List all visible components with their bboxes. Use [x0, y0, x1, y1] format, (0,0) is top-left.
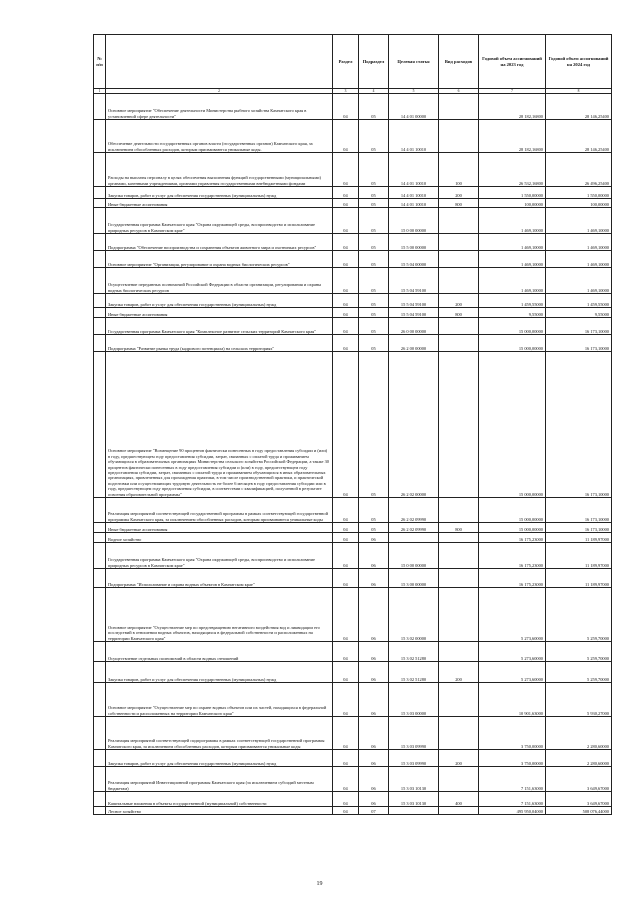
- row-name: Реализация мероприятий соответствующей подпрограммы в рамках соответствующей государственной программы Камчатского края, за исключением обособленных расходов, которым присваиваются уникальные коды: [106, 717, 333, 750]
- row-razdel: 04: [333, 569, 359, 588]
- table-row: [94, 717, 612, 750]
- row-name: Лесное хозяйство: [106, 807, 333, 815]
- row-number: [94, 767, 106, 792]
- row-amount-2024: 5 259,70000: [546, 588, 612, 642]
- row-expense-type: [439, 352, 479, 498]
- row-amount-2023: 100,00000: [479, 199, 546, 208]
- row-expense-type: [439, 318, 479, 335]
- row-razdel: 04: [333, 588, 359, 642]
- row-podrazdel: 06: [359, 683, 389, 717]
- table-row: [94, 187, 612, 199]
- row-amount-2023: 5 273,60000: [479, 588, 546, 642]
- column-number: 7: [479, 89, 546, 94]
- row-expense-type: [439, 208, 479, 234]
- table-row: [94, 234, 612, 251]
- row-amount-2023: 1 469,10000: [479, 234, 546, 251]
- row-expense-type: [439, 588, 479, 642]
- row-name: Обеспечение деятельности государственных органов власти (государственных органов) Камчатского края, за исключением обособленных расходов, которым присваиваются уникальные коды.: [106, 120, 333, 153]
- row-number: [94, 662, 106, 683]
- row-amount-2023: 15 000,00000: [479, 318, 546, 335]
- row-number: [94, 533, 106, 543]
- row-razdel: 04: [333, 199, 359, 208]
- row-podrazdel: 05: [359, 498, 389, 523]
- row-razdel: 04: [333, 807, 359, 815]
- row-expense-type: [439, 533, 479, 543]
- row-expense-type: [439, 642, 479, 662]
- row-name: Государственная программа Камчатского края "Охрана окружающей среды, воспроизводство и использование природных ресурсов в Камчатском крае": [106, 208, 333, 234]
- row-razdel: 04: [333, 717, 359, 750]
- row-amount-2023: 16 175,23000: [479, 543, 546, 569]
- page-number: 19: [316, 881, 323, 887]
- table-header: [94, 35, 612, 94]
- column-number: 2: [106, 89, 333, 94]
- row-name: Осуществление переданных полномочий Российской Федерации в области организации, регулирования и охраны водных биологических ресурсов: [106, 268, 333, 294]
- column-header-target: Целевая статья: [389, 35, 439, 89]
- row-name: Подпрограмма "Развитие рынка труда (кадрового потенциала) на сельских территориях": [106, 335, 333, 352]
- table-row: [94, 268, 612, 294]
- row-number: [94, 543, 106, 569]
- row-name: Расходы на выплаты персоналу в целях обеспечения выполнения функций государственными (муниципальными) органами, казенными учреждениями, органами управления государственными внебюджетными фондами: [106, 153, 333, 187]
- table-row: [94, 662, 612, 683]
- row-podrazdel: 06: [359, 588, 389, 642]
- row-amount-2024: 28 146,25400: [546, 120, 612, 153]
- row-target-article: 15 5 00 00000: [389, 234, 439, 251]
- row-expense-type: [439, 807, 479, 815]
- column-number: 3: [333, 89, 359, 94]
- row-podrazdel: 05: [359, 208, 389, 234]
- row-name: Иные бюджетные ассигнования: [106, 199, 333, 208]
- row-number: [94, 318, 106, 335]
- row-podrazdel: 05: [359, 251, 389, 268]
- row-amount-2024: 16 173,10000: [546, 335, 612, 352]
- row-name: Водное хозяйство: [106, 533, 333, 543]
- row-razdel: 04: [333, 208, 359, 234]
- row-expense-type: 800: [439, 199, 479, 208]
- row-podrazdel: 06: [359, 642, 389, 662]
- row-target-article: 15 3 02 51280: [389, 642, 439, 662]
- row-amount-2024: 5 930,27000: [546, 683, 612, 717]
- row-expense-type: 200: [439, 750, 479, 767]
- row-number: [94, 251, 106, 268]
- row-podrazdel: 05: [359, 234, 389, 251]
- row-razdel: 04: [333, 523, 359, 533]
- row-amount-2023: 15 000,00000: [479, 352, 546, 498]
- row-amount-2023: 495 950,04000: [479, 807, 546, 815]
- column-number: 4: [359, 89, 389, 94]
- table-row: [94, 750, 612, 767]
- row-razdel: 04: [333, 662, 359, 683]
- row-podrazdel: 05: [359, 523, 389, 533]
- row-amount-2023: 16 175,23000: [479, 569, 546, 588]
- row-amount-2024: 2 280,60000: [546, 717, 612, 750]
- row-name: Государственная программа Камчатского края "Охрана окружающей среды, воспроизводство и использование природных ресурсов в Камчатском крае": [106, 543, 333, 569]
- row-target-article: 15 3 00 00000: [389, 569, 439, 588]
- row-number: [94, 94, 106, 120]
- row-name: Основное мероприятие "Осуществление мер по охране водных объектов или их частей, находящихся в федеральной собственности и расположенных на территории Камчатского края": [106, 683, 333, 717]
- table-row: [94, 318, 612, 335]
- row-name: Основное мероприятие "Возмещение 90 процентов фактически понесенных в году предоставления субсидии и (или) в году, предшествующем году предоставления субсидии, затрат, связанных с оплатой труда и проживанием обучающихся в образовательных организациях Министерства сельского хозяйства Российской Федерации, а также 30 процентов фактически понесенных в году предоставления субсидии и (или) в году, предшествующем году предоставления субсидии, затрат, связанных с оплатой труда и проживанием обучающихся в иных образовательных организациях, привлеченных для прохождения практики, в том числе производственной практики, и практической подготовки или осуществляющих трудовую деятельность не более 6 месяцев в году предоставления субсидии или в году, предшествующем году предоставления субсидии, в соответствии с квалификацией, полученной в результате освоения образовательной программы": [106, 352, 333, 498]
- row-amount-2024: 28 146,25400: [546, 94, 612, 120]
- row-name: Основное мероприятие "Осуществление мер по предотвращению негативного воздействия вод и ликвидации его последствий в отношении водных объектов, находящихся в федеральной собственности и расположенных на территории Камчатского края": [106, 588, 333, 642]
- row-number: [94, 335, 106, 352]
- row-expense-type: 400: [439, 792, 479, 807]
- row-name: Закупка товаров, работ и услуг для обеспечения государственных (муниципальных) нужд: [106, 187, 333, 199]
- row-target-article: 15 5 04 59100: [389, 268, 439, 294]
- row-expense-type: [439, 569, 479, 588]
- row-amount-2023: 1 550,00000: [479, 187, 546, 199]
- row-amount-2023: 15 000,00000: [479, 335, 546, 352]
- column-number: 6: [439, 89, 479, 94]
- row-expense-type: [439, 335, 479, 352]
- table-row: [94, 308, 612, 318]
- budget-table: [93, 34, 612, 815]
- row-podrazdel: 05: [359, 268, 389, 294]
- row-name: Государственная программа Камчатского края "Комплексное развитие сельских территорий Камчатского края": [106, 318, 333, 335]
- row-target-article: 15 3 03 09990: [389, 750, 439, 767]
- row-expense-type: [439, 767, 479, 792]
- table-row: [94, 251, 612, 268]
- table-row: [94, 199, 612, 208]
- column-header-vid: Вид расходов: [439, 35, 479, 89]
- row-name: Закупка товаров, работ и услуг для обеспечения государственных (муниципальных) нужд: [106, 750, 333, 767]
- row-amount-2023: 5 273,60000: [479, 662, 546, 683]
- row-amount-2023: 9,55000: [479, 308, 546, 318]
- row-expense-type: 200: [439, 662, 479, 683]
- row-podrazdel: 05: [359, 318, 389, 335]
- row-name: Основное мероприятие "Обеспечение деятельности Министерства рыбного хозяйства Камчатского края в установленной сфере деятельности": [106, 94, 333, 120]
- row-target-article: 15 3 03 10130: [389, 792, 439, 807]
- row-amount-2024: 16 173,10000: [546, 498, 612, 523]
- row-amount-2023: 1 459,55000: [479, 294, 546, 308]
- row-number: [94, 208, 106, 234]
- row-name: Капитальные вложения в объекты государственной (муниципальной) собственности: [106, 792, 333, 807]
- row-razdel: 04: [333, 498, 359, 523]
- row-number: [94, 588, 106, 642]
- row-amount-2024: 3 649,67000: [546, 792, 612, 807]
- row-amount-2023: 3 750,00000: [479, 750, 546, 767]
- column-header-razdel: Раздел: [333, 35, 359, 89]
- table-row: [94, 120, 612, 153]
- table-row: [94, 642, 612, 662]
- row-target-article: 15 3 03 10130: [389, 767, 439, 792]
- row-podrazdel: 07: [359, 807, 389, 815]
- row-amount-2024: 1 550,00000: [546, 187, 612, 199]
- row-target-article: 26 2 02 00000: [389, 352, 439, 498]
- table-row: [94, 94, 612, 120]
- row-number: [94, 120, 106, 153]
- row-name: Реализация мероприятий Инвестиционной программы Камчатского края (за исключением субсидий местным бюджетам): [106, 767, 333, 792]
- row-amount-2024: 11 189,97000: [546, 569, 612, 588]
- row-amount-2024: 26 496,25400: [546, 153, 612, 187]
- row-target-article: 15 5 04 59100: [389, 294, 439, 308]
- row-razdel: 04: [333, 234, 359, 251]
- table-row: [94, 807, 612, 815]
- row-target-article: 14 4 01 00000: [389, 94, 439, 120]
- table-row: [94, 498, 612, 523]
- row-expense-type: [439, 717, 479, 750]
- row-name: Подпрограмма "Использование и охрана водных объектов в Камчатском крае": [106, 569, 333, 588]
- row-razdel: 04: [333, 792, 359, 807]
- row-name: Подпрограмма "Обеспечение воспроизводства и сохранения объектов животного мира и охотничьих ресурсов": [106, 234, 333, 251]
- row-amount-2023: 1 469,10000: [479, 268, 546, 294]
- row-name: Осуществление отдельных полномочий в области водных отношений: [106, 642, 333, 662]
- row-target-article: 15 3 02 00000: [389, 588, 439, 642]
- row-amount-2024: 11 189,97000: [546, 533, 612, 543]
- row-amount-2023: 1 469,10000: [479, 208, 546, 234]
- row-amount-2023: 15 000,00000: [479, 498, 546, 523]
- column-header-number: № п/п: [94, 35, 106, 89]
- row-expense-type: [439, 251, 479, 268]
- row-razdel: 04: [333, 94, 359, 120]
- table-row: [94, 153, 612, 187]
- row-podrazdel: 05: [359, 94, 389, 120]
- row-razdel: 04: [333, 251, 359, 268]
- row-amount-2024: 100,00000: [546, 199, 612, 208]
- row-amount-2023: 7 151,63000: [479, 767, 546, 792]
- row-podrazdel: 06: [359, 750, 389, 767]
- row-target-article: 15 3 03 00000: [389, 683, 439, 717]
- row-target-article: 14 4 01 10010: [389, 120, 439, 153]
- row-razdel: 04: [333, 767, 359, 792]
- row-target-article: 15 0 00 00000: [389, 543, 439, 569]
- row-number: [94, 498, 106, 523]
- row-target-article: 14 4 01 10010: [389, 187, 439, 199]
- row-podrazdel: 06: [359, 662, 389, 683]
- row-podrazdel: 05: [359, 308, 389, 318]
- table-row: [94, 683, 612, 717]
- row-podrazdel: 06: [359, 543, 389, 569]
- row-razdel: 04: [333, 683, 359, 717]
- table-row: [94, 208, 612, 234]
- row-podrazdel: 05: [359, 187, 389, 199]
- row-amount-2023: 5 273,60000: [479, 642, 546, 662]
- row-number: [94, 294, 106, 308]
- row-name: Закупка товаров, работ и услуг для обеспечения государственных (муниципальных) нужд: [106, 662, 333, 683]
- row-podrazdel: 05: [359, 352, 389, 498]
- row-razdel: 04: [333, 318, 359, 335]
- row-target-article: 14 4 01 10010: [389, 153, 439, 187]
- table-row: [94, 767, 612, 792]
- column-header-name: [106, 35, 333, 89]
- row-amount-2024: 5 259,70000: [546, 642, 612, 662]
- row-expense-type: [439, 268, 479, 294]
- row-number: [94, 268, 106, 294]
- row-number: [94, 352, 106, 498]
- row-amount-2024: 508 076,44000: [546, 807, 612, 815]
- row-razdel: 04: [333, 268, 359, 294]
- row-number: [94, 717, 106, 750]
- row-target-article: 15 0 00 00000: [389, 208, 439, 234]
- row-number: [94, 308, 106, 318]
- row-amount-2024: 1 469,10000: [546, 234, 612, 251]
- row-name: Иные бюджетные ассигнования: [106, 523, 333, 533]
- column-number: 1: [94, 89, 106, 94]
- row-podrazdel: 05: [359, 335, 389, 352]
- row-expense-type: [439, 120, 479, 153]
- row-target-article: 15 3 02 51280: [389, 662, 439, 683]
- row-amount-2024: 1 469,10000: [546, 208, 612, 234]
- row-razdel: 04: [333, 294, 359, 308]
- row-target-article: 26 2 02 09990: [389, 523, 439, 533]
- row-amount-2024: 9,55000: [546, 308, 612, 318]
- row-amount-2023: 1 469,10000: [479, 251, 546, 268]
- row-amount-2023: 15 000,00000: [479, 523, 546, 533]
- row-number: [94, 683, 106, 717]
- row-amount-2024: 2 280,60000: [546, 750, 612, 767]
- row-target-article: [389, 807, 439, 815]
- column-number: 8: [546, 89, 612, 94]
- column-header-2024: Годовой объем ассигнований на 2024 год: [546, 35, 612, 89]
- row-expense-type: [439, 543, 479, 569]
- row-podrazdel: 06: [359, 717, 389, 750]
- row-amount-2024: 1 469,10000: [546, 251, 612, 268]
- table-row: [94, 533, 612, 543]
- row-name: Реализация мероприятий соответствующей государственной программы в рамках соответствующей государственной программы Камчатского края, за исключением обособленных расходов, которым присваиваются уникальные коды: [106, 498, 333, 523]
- row-amount-2024: 16 173,10000: [546, 352, 612, 498]
- row-expense-type: 100: [439, 153, 479, 187]
- row-target-article: 26 0 00 00000: [389, 318, 439, 335]
- table-body: [94, 94, 612, 815]
- row-amount-2024: 16 173,10000: [546, 523, 612, 533]
- row-amount-2024: 11 189,97000: [546, 543, 612, 569]
- row-amount-2023: 7 151,63000: [479, 792, 546, 807]
- row-razdel: 04: [333, 750, 359, 767]
- row-target-article: 15 5 04 59100: [389, 308, 439, 318]
- row-razdel: 04: [333, 533, 359, 543]
- row-target-article: 26 2 00 00000: [389, 335, 439, 352]
- row-number: [94, 153, 106, 187]
- row-amount-2023: 10 901,63000: [479, 683, 546, 717]
- table-row: [94, 792, 612, 807]
- row-razdel: 04: [333, 335, 359, 352]
- row-number: [94, 569, 106, 588]
- row-amount-2023: 28 182,16800: [479, 120, 546, 153]
- table-row: [94, 294, 612, 308]
- row-target-article: 26 2 02 09990: [389, 498, 439, 523]
- row-expense-type: [439, 94, 479, 120]
- row-expense-type: [439, 498, 479, 523]
- row-podrazdel: 05: [359, 199, 389, 208]
- row-number: [94, 234, 106, 251]
- row-razdel: 04: [333, 543, 359, 569]
- row-podrazdel: 05: [359, 120, 389, 153]
- row-name: Закупка товаров, работ и услуг для обеспечения государственных (муниципальных) нужд: [106, 294, 333, 308]
- row-amount-2024: 1 459,55000: [546, 294, 612, 308]
- row-razdel: 04: [333, 308, 359, 318]
- row-razdel: 04: [333, 187, 359, 199]
- row-razdel: 04: [333, 352, 359, 498]
- row-razdel: 04: [333, 120, 359, 153]
- row-target-article: 15 3 03 09990: [389, 717, 439, 750]
- row-expense-type: 200: [439, 294, 479, 308]
- row-name: Иные бюджетные ассигнования: [106, 308, 333, 318]
- table-row: [94, 588, 612, 642]
- row-target-article: [389, 533, 439, 543]
- row-number: [94, 523, 106, 533]
- row-number: [94, 642, 106, 662]
- row-number: [94, 807, 106, 815]
- row-expense-type: 800: [439, 308, 479, 318]
- row-amount-2024: 5 259,70000: [546, 662, 612, 683]
- row-number: [94, 199, 106, 208]
- column-number: 5: [389, 89, 439, 94]
- row-podrazdel: 06: [359, 767, 389, 792]
- row-name: Основное мероприятие "Организация, регулирование и охрана водных биологических ресурсов": [106, 251, 333, 268]
- column-header-podrazdel: Подраздел: [359, 35, 389, 89]
- row-expense-type: 800: [439, 523, 479, 533]
- row-target-article: 14 4 01 10010: [389, 199, 439, 208]
- row-expense-type: [439, 234, 479, 251]
- row-podrazdel: 06: [359, 569, 389, 588]
- row-expense-type: [439, 683, 479, 717]
- row-razdel: 04: [333, 153, 359, 187]
- row-expense-type: 200: [439, 187, 479, 199]
- row-amount-2023: 28 182,16800: [479, 94, 546, 120]
- row-podrazdel: 05: [359, 294, 389, 308]
- table-row: [94, 335, 612, 352]
- row-number: [94, 187, 106, 199]
- table-row: [94, 569, 612, 588]
- table-row: [94, 523, 612, 533]
- row-razdel: 04: [333, 642, 359, 662]
- row-podrazdel: 06: [359, 792, 389, 807]
- row-amount-2024: 3 649,67000: [546, 767, 612, 792]
- row-number: [94, 750, 106, 767]
- row-target-article: 15 5 04 00000: [389, 251, 439, 268]
- column-header-2023: Годовой объем ассигнований на 2023 год: [479, 35, 546, 89]
- row-amount-2024: 16 173,10000: [546, 318, 612, 335]
- table-row: [94, 352, 612, 498]
- row-podrazdel: 05: [359, 153, 389, 187]
- row-amount-2024: 1 469,10000: [546, 268, 612, 294]
- table-row: [94, 543, 612, 569]
- row-amount-2023: 26 532,16800: [479, 153, 546, 187]
- row-podrazdel: 06: [359, 533, 389, 543]
- row-amount-2023: 16 175,23000: [479, 533, 546, 543]
- row-amount-2023: 3 750,00000: [479, 717, 546, 750]
- row-number: [94, 792, 106, 807]
